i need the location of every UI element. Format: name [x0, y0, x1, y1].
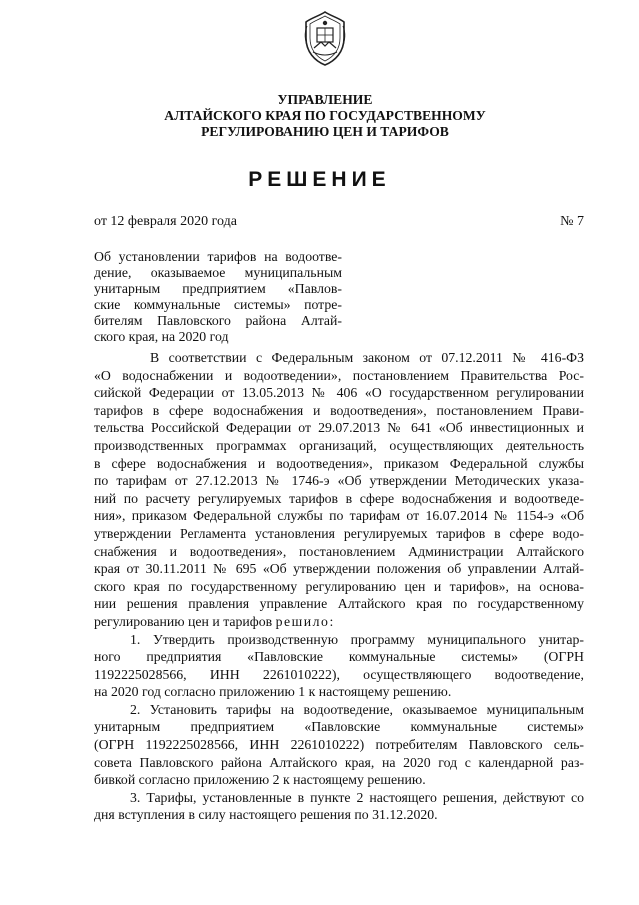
item-1-paragraph [94, 631, 584, 701]
body-line: по тарифам от 27.12.2013 № 1746-э «Об утверждении Методических указа- [94, 473, 584, 489]
body-line: 3. Тарифы, установленные в пункте 2 настоящего решения, действуют со [130, 789, 584, 805]
body-line: ного предприятия «Павловские коммунальные системы» (ОГРН [94, 649, 584, 665]
intro-paragraph [94, 349, 584, 631]
body-line: (ОГРН 1192225028566, ИНН 2261010222) потребителям Павловского сель- [94, 737, 584, 753]
body-line: тельства Российской Федерации от 29.07.2013 № 641 «Об инвестиционных и [94, 420, 584, 436]
body-line: бивкой согласно приложению 2 к настоящему решению. [94, 772, 426, 788]
body-line: на 2020 год согласно приложению 1 к настоящему решению. [94, 684, 452, 700]
header-line-1: УПРАВЛЕНИЕ [277, 92, 373, 107]
subject-line: Об установлении тарифов на водоотве- [94, 249, 342, 264]
body-line: утверждении Регламента установления регулируемых тарифов в сфере водо- [94, 525, 584, 541]
resolved-word: решило [275, 613, 330, 629]
item-3-paragraph [94, 789, 584, 824]
body-line: в сфере водоснабжения и водоотведения», приказом Федеральной службы [94, 455, 584, 471]
subject-line: унитарным предприятием «Павлов- [94, 281, 342, 296]
body-line: В соответствии с Федеральным законом от 07.12.2011 № 416-ФЗ [150, 350, 584, 365]
document-subject [94, 249, 342, 345]
body-line: 1192225028566, ИНН 2261010222), осуществляющего водоотведение, [94, 666, 584, 682]
body-line: 1. Утвердить производственную программу муниципального унитар- [130, 631, 584, 647]
body-line: совета Павловского района Алтайского края, на 2020 год с календарной раз- [94, 754, 584, 770]
body-line: «О водоснабжении и водоотведении», постановлением Правительства Рос- [94, 367, 584, 383]
body-line: нии решения правления управление Алтайского края по государственному [94, 596, 584, 612]
item-2-paragraph [94, 701, 584, 789]
intro-last-prefix: регулированию цен и тарифов [94, 613, 276, 629]
header-line-3: РЕГУЛИРОВАНИЮ ЦЕН И ТАРИФОВ [201, 124, 449, 139]
body-line: сийской Федерации от 13.05.2013 № 406 «О государственном регулировании [94, 385, 584, 401]
subject-line: ского края, на 2020 год [94, 329, 229, 344]
body-line [94, 613, 584, 631]
body-line: снабжения и водоотведения», постановлением Администрации Алтайского [94, 543, 584, 559]
subject-line: бителям Павловского района Алтай- [94, 313, 342, 328]
header-line-2: АЛТАЙСКОГО КРАЯ ПО ГОСУДАРСТВЕННОМУ [164, 108, 486, 123]
document-title: РЕШЕНИЕ [248, 168, 391, 191]
subject-line: дение, оказываемое муниципальным [94, 265, 342, 280]
body-line: производственных программах организаций, осуществляющих деятельность [94, 437, 584, 453]
body-line: ний по расчету регулируемых тарифов в сфере водоснабжения и водоотведе- [94, 490, 584, 506]
document-date: от 12 февраля 2020 года [94, 214, 237, 229]
subject-line: ские коммунальные системы» потре- [94, 297, 342, 312]
issuer-header [90, 92, 560, 140]
body-line: ния», приказом Федеральной службы по тарифам от 16.07.2014 № 1154-э «Об [94, 508, 584, 524]
body-line: дня вступления в силу настоящего решения по 31.12.2020. [94, 807, 438, 823]
body-line: края от 30.11.2011 № 695 «Об утверждении положения об управлении Алтай- [94, 561, 584, 577]
coat-of-arms-emblem [301, 8, 349, 68]
document-number: № 7 [560, 214, 584, 229]
body-line: ского края по государственному регулированию цен и тарифов», на основа- [94, 578, 584, 594]
body-line: унитарным предприятием «Павловские коммунальные системы» [94, 719, 584, 735]
body-line: 2. Установить тарифы на водоотведение, оказываемое муниципальным [130, 701, 584, 717]
document-body [94, 349, 584, 824]
body-line: тарифов в сфере водоснабжения и водоотведения», постановлением Прави- [94, 402, 584, 418]
intro-last-suffix: : [329, 613, 334, 629]
